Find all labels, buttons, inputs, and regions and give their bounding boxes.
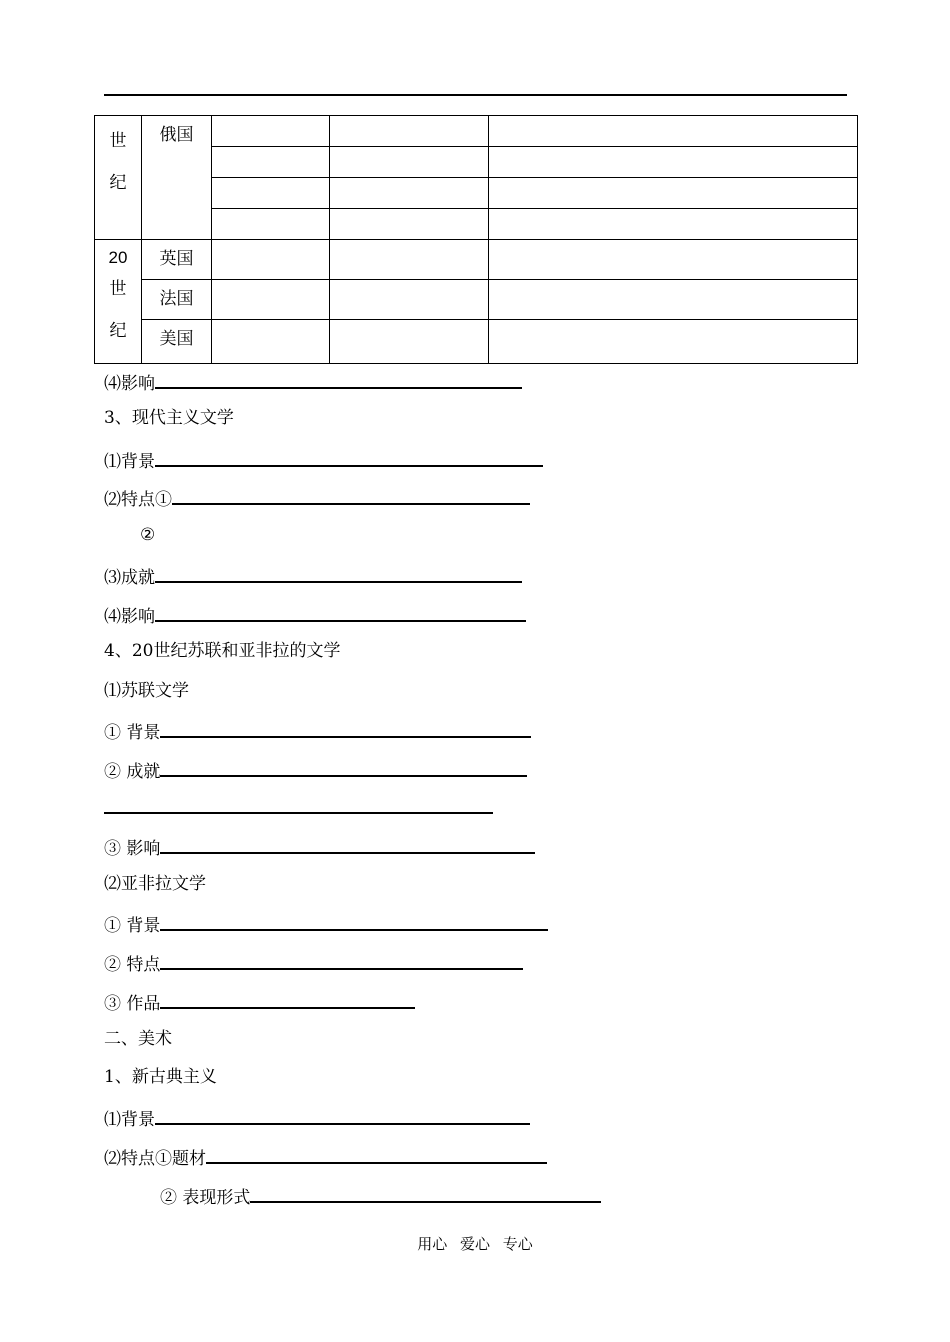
modernism-features-second: ②	[140, 525, 156, 545]
answer-blank-continued[interactable]	[104, 812, 493, 814]
item-label: ② 表现形式	[160, 1188, 251, 1208]
neoclassicism-background-line	[104, 1105, 530, 1131]
item-label: ③ 影响	[104, 839, 161, 859]
era-number: 20	[108, 248, 128, 267]
afro-asian-background-line	[104, 911, 548, 937]
era-label: 纪	[109, 173, 127, 193]
item-label: ⑵特点①	[104, 490, 172, 510]
country-uk: 英国	[142, 240, 212, 280]
subsection-afro-asian-latin-literature: ⑵亚非拉文学	[104, 874, 206, 894]
answer-blank[interactable]	[160, 718, 531, 738]
item-label: ⑷影响	[104, 607, 155, 627]
answer-blank[interactable]	[172, 485, 530, 505]
item-label: ② 特点	[104, 955, 161, 975]
modernism-influence-line	[104, 602, 526, 628]
country-russia: 俄国	[142, 116, 212, 240]
modernism-features-line	[104, 485, 530, 511]
item-label: ① 背景	[104, 723, 161, 743]
answer-blank[interactable]	[155, 602, 526, 622]
country-france: 法国	[142, 280, 212, 320]
item-label: ⑷影响	[104, 374, 155, 394]
answer-blank[interactable]	[206, 1144, 547, 1164]
item-label: ① 背景	[104, 916, 161, 936]
modernism-background-line	[104, 447, 543, 473]
soviet-background-line	[104, 718, 531, 744]
section-heading-fine-arts: 二、美术	[104, 1029, 172, 1049]
modernism-achievements-line	[104, 563, 522, 589]
afro-asian-works-line	[104, 989, 415, 1015]
answer-blank[interactable]	[155, 369, 522, 389]
era-label: 世	[109, 279, 127, 299]
country-usa: 美国	[142, 320, 212, 364]
item-label: ② 成就	[104, 762, 161, 782]
item-label: ⑶成就	[104, 568, 155, 588]
item-label: ⑴背景	[104, 452, 155, 472]
page-footer: 用心 爱心 专心	[417, 1235, 533, 1253]
answer-blank[interactable]	[155, 563, 522, 583]
answer-blank[interactable]	[160, 911, 548, 931]
answer-blank[interactable]	[155, 1105, 530, 1125]
item-label: ③ 作品	[104, 994, 161, 1014]
answer-blank[interactable]	[155, 447, 543, 467]
answer-blank[interactable]	[160, 834, 535, 854]
answer-blank[interactable]	[160, 950, 523, 970]
soviet-influence-line	[104, 834, 535, 860]
item-label: ⑴背景	[104, 1110, 155, 1130]
soviet-achievements-line	[104, 757, 527, 783]
item-label: ⑵特点①题材	[104, 1149, 206, 1169]
subsection-soviet-literature: ⑴苏联文学	[104, 681, 189, 701]
section-heading-neoclassicism: 1、新古典主义	[104, 1067, 217, 1087]
section-heading-modernism: 3、现代主义文学	[104, 408, 234, 428]
answer-blank[interactable]	[160, 989, 415, 1009]
section-heading-20th-century: 4、20世纪苏联和亚非拉的文学	[104, 641, 341, 661]
era-label: 纪	[109, 321, 127, 341]
neoclassicism-subject-line	[104, 1144, 547, 1170]
answer-blank[interactable]	[250, 1183, 601, 1203]
literature-influence-line	[104, 369, 522, 395]
answer-blank[interactable]	[160, 757, 527, 777]
era-label: 世	[109, 131, 127, 151]
afro-asian-features-line	[104, 950, 523, 976]
neoclassicism-expression-line	[160, 1183, 601, 1209]
